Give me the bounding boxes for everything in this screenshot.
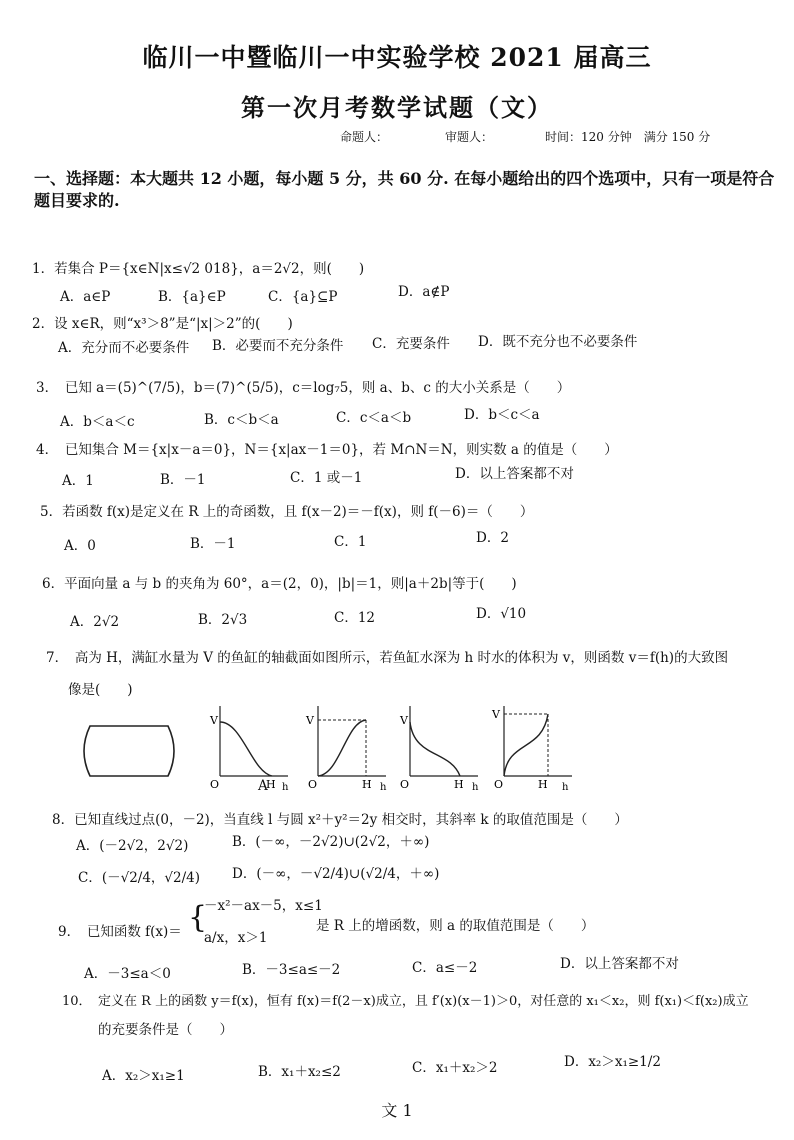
q3-option-a: A．b＜a＜c (60, 414, 135, 430)
q6-option-c: C．12 (334, 610, 376, 626)
graph-c-h-end-label: H (454, 778, 464, 791)
q5-option-d: D．2 (476, 530, 509, 546)
graph-b-o-label: O (308, 778, 318, 791)
graph-a-axis-label: h (282, 782, 289, 793)
q4-option-c: C．1 或－1 (290, 470, 363, 486)
graph-d-o-label: O (494, 778, 504, 791)
graph-d-v-label: V (492, 708, 500, 721)
graph-d-axis-label: h (562, 782, 569, 793)
q5-option-c: C．1 (334, 534, 367, 550)
q9-option-a: A．－3≤a＜0 (84, 966, 171, 982)
graph-b-v-label: V (306, 714, 314, 727)
question-7-stem: 7． 高为 H，满缸水量为 V 的鱼缸的轴截面如图所示，若鱼缸水深为 h 时水的体积为 v，则函数 v＝f(h)的大致图 (46, 650, 729, 666)
question-2-stem: 2．设 x∈R，则“x³＞8”是“|x|＞2”的( ) (32, 316, 293, 332)
question-6-stem: 6．平面向量 a 与 b 的夹角为 60°，a＝(2，0)，|b|＝1，则|a＋2b|等于( ) (42, 576, 517, 592)
q4-option-b: B．－1 (160, 472, 206, 488)
graph-option-b (300, 700, 390, 795)
q10-option-d: D．x₂＞x₁≥1/2 (564, 1054, 661, 1070)
question-1-stem: 1．若集合 P＝{x∈N|x≤√2 018}，a＝2√2，则( ) (32, 261, 365, 277)
question-10-stem-cont: 的充要条件是（ ） (98, 1022, 233, 1038)
graph-a-h-end-label: H (266, 778, 276, 791)
q9-piece2: a/x，x＞1 (204, 930, 268, 946)
q10-option-a: A．x₂＞x₁≥1 (102, 1068, 185, 1084)
question-9-stem: 9． 已知函数 f(x)＝ (58, 924, 182, 940)
question-7-stem-cont: 像是( ) (68, 682, 133, 698)
graph-d-h-end-label: H (538, 778, 548, 791)
q2-option-a: A．充分而不必要条件 (58, 340, 190, 356)
q6-option-a: A．2√2 (70, 614, 120, 630)
q1-option-a: A．a∈P (60, 289, 111, 305)
graph-b-h-end-label: H (362, 778, 372, 791)
q10-option-b: B．x₁＋x₂≤2 (258, 1064, 341, 1080)
time-info: 时间：120 分钟 满分 150 分 (545, 130, 711, 144)
q8-option-a: A．(－2√2，2√2) (76, 838, 189, 854)
graph-c-v-label: V (400, 714, 408, 727)
q9-brace: { (188, 900, 208, 935)
q3-option-b: B．c＜b＜a (204, 412, 279, 428)
graph-option-d (486, 700, 576, 795)
q10-option-c: C．x₁＋x₂＞2 (412, 1060, 498, 1076)
q9-option-b: B．－3≤a≤－2 (242, 962, 341, 978)
question-8-stem: 8．已知直线过点(0，－2)，当直线 l 与圆 x²＋y²＝2y 相交时，其斜率 k 的取值范围是（ ） (52, 812, 628, 828)
q8-option-b: B．(－∞，－2√2)∪(2√2，＋∞) (232, 834, 430, 850)
q2-option-b: B．必要而不充分条件 (212, 338, 344, 354)
q5-option-b: B．－1 (190, 536, 236, 552)
q6-option-b: B．2√3 (198, 612, 248, 628)
q4-option-a: A．1 (62, 473, 94, 489)
proposer-label: 命题人： (340, 130, 389, 144)
graph-option-a (202, 700, 292, 795)
q5-option-a: A．0 (64, 538, 96, 554)
q9-option-d: D．以上答案都不对 (560, 956, 679, 972)
q1-option-c: C．{a}⊆P (268, 289, 338, 305)
q2-option-c: C．充要条件 (372, 336, 450, 352)
fish-tank-diagram (76, 720, 182, 782)
question-10-stem: 10． 定义在 R 上的函数 y＝f(x)，恒有 f(x)＝f(2－x)成立，且 f′(x)(x－1)＞0，对任意的 x₁＜x₂，则 f(x₁)＜f(x₂)成立 (62, 994, 749, 1009)
q9-option-c: C．a≤－2 (412, 960, 478, 976)
q8-option-c: C．(－√2/4，√2/4) (78, 870, 201, 886)
graph-a-v-label: V (210, 714, 218, 727)
reviewer-label: 审题人： (445, 130, 494, 144)
question-4-stem: 4． 已知集合 M＝{x|x－a＝0}，N＝{x|ax－1＝0}，若 M∩N＝N，则实数 a 的值是（ ） (36, 442, 618, 458)
page-footer: 文 1 (381, 1101, 413, 1120)
q3-option-d: D．b＜c＜a (464, 407, 540, 423)
question-5-stem: 5．若函数 f(x)是定义在 R 上的奇函数，且 f(x－2)＝－f(x)，则 f(－6)＝（ ） (40, 504, 534, 520)
q1-option-d: D．a∉P (398, 284, 450, 300)
q8-option-d: D．(－∞，－√2/4)∪(√2/4，＋∞) (232, 866, 440, 882)
q6-option-d: D．√10 (476, 606, 527, 622)
graph-option-c (392, 700, 482, 795)
graph-b-axis-label: h (380, 782, 387, 793)
graph-c-axis-label: h (472, 782, 479, 793)
q1-option-b: B．{a}∈P (158, 289, 226, 305)
graph-a-caption: A (258, 778, 268, 794)
section-heading: 一、选择题：本大题共 12 小题，每小题 5 分，共 60 分. 在每小题给出的四个选项中，只有一项是符合题目要求的. (34, 169, 775, 210)
q2-option-d: D．既不充分也不必要条件 (478, 334, 638, 350)
question-3-stem: 3． 已知 a＝(5)^(7/5)，b＝(7)^(5/5)，c＝log₇5，则 a、b、c 的大小关系是（ ） (36, 380, 571, 396)
q9-piece1: －x²－ax－5，x≤1 (204, 898, 323, 914)
q4-option-d: D．以上答案都不对 (455, 466, 574, 482)
graph-a-o-label: O (210, 778, 220, 791)
exam-title-line2: 第一次月考数学试题（文） (241, 93, 553, 122)
question-9-stem-tail: 是 R 上的增函数，则 a 的取值范围是（ ） (316, 918, 595, 934)
q3-option-c: C．c＜a＜b (336, 410, 412, 426)
exam-title-line1: 临川一中暨临川一中实验学校 2021 届高三 (142, 43, 652, 72)
graph-c-o-label: O (400, 778, 410, 791)
